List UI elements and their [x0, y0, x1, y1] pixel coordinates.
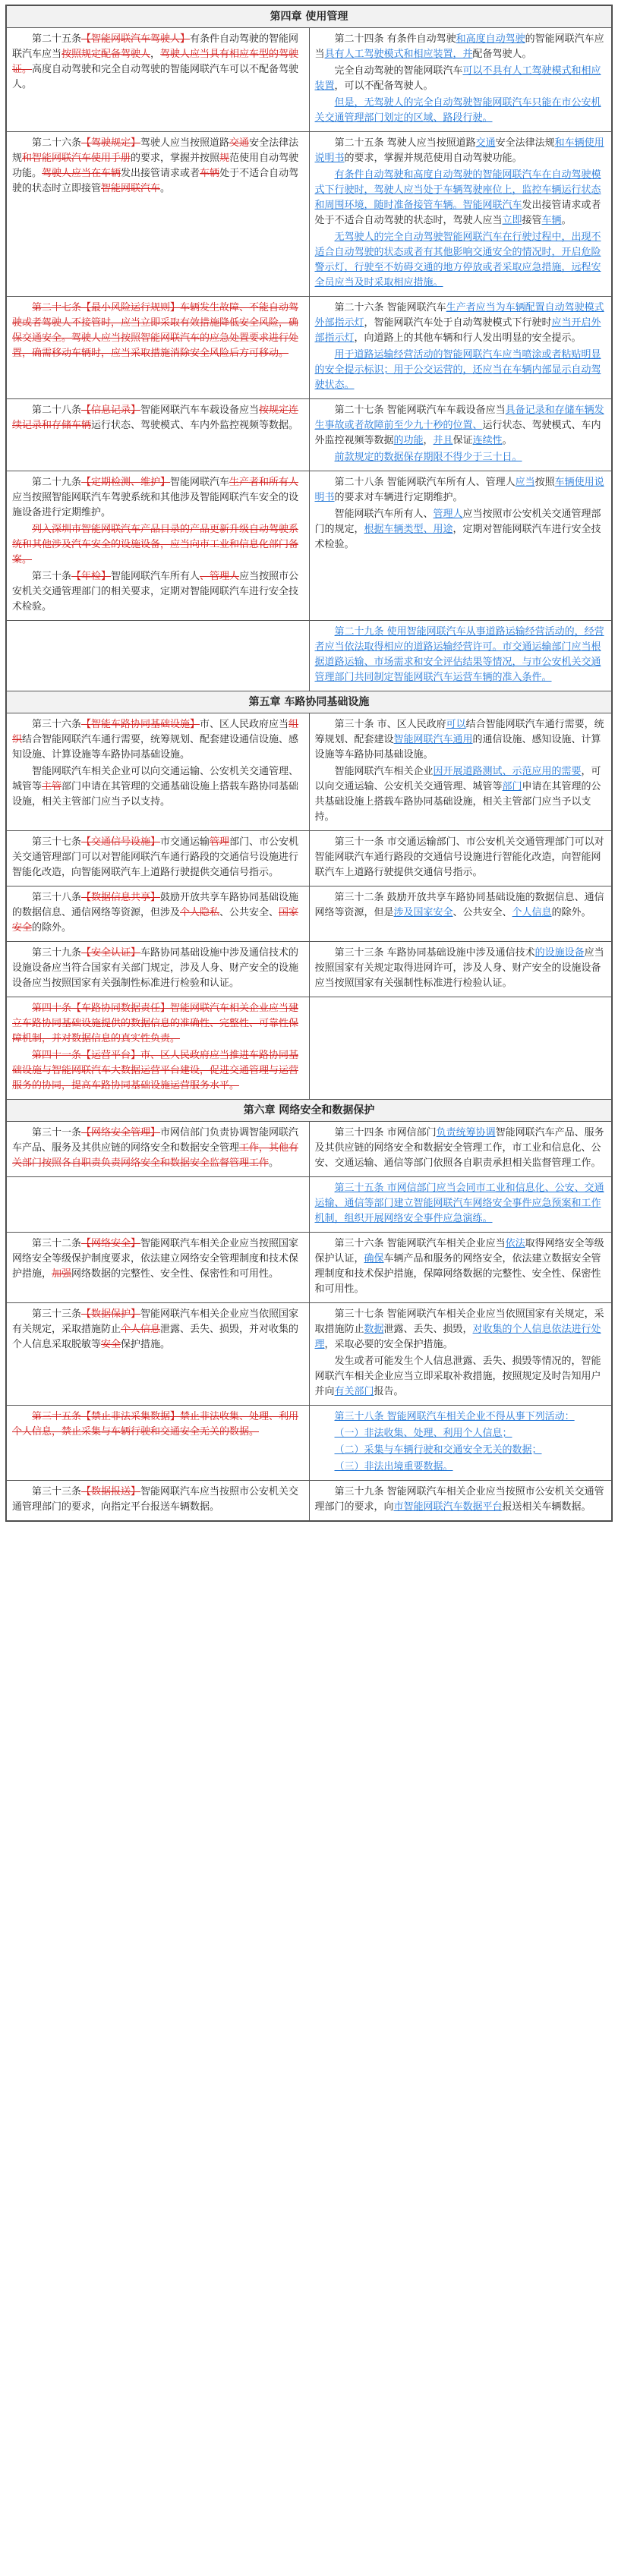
inserted-text: 根据车辆类型、用途	[364, 524, 453, 535]
deleted-text: 第二十七条【最小风险运行规则】车辆发生故障、不能自动驾驶或者驾驶人不接管时，应当立即采取有效措施降低安全风险，确保交通安全。驾驶人应当按照智能网联汽车的应急处置要求进行处置，确需移动车辆时，应当采取措施消除安全风险后方可移动。	[12, 302, 299, 359]
revised-text-cell	[309, 1233, 612, 1303]
chapter-heading: 第五章 车路协同基础设施	[7, 691, 612, 713]
revised-text-cell	[309, 471, 612, 621]
unchanged-text: 第三十九条	[32, 947, 82, 959]
original-paragraph	[12, 717, 304, 763]
comparison-document	[5, 5, 613, 1522]
unchanged-text: 应当按照市公安机关交通管理部门的规定，	[314, 509, 601, 535]
deleted-text: 加强	[52, 1268, 72, 1280]
deleted-text: 和智能网联汽车使用手册	[22, 153, 131, 164]
unchanged-text: 第三十三条	[32, 1486, 82, 1497]
revised-text-cell	[309, 1122, 612, 1177]
unchanged-text: 。	[561, 215, 572, 226]
inserted-text: 具有人工驾驶模式和相应装置，并	[324, 49, 473, 60]
original-text-cell	[7, 132, 310, 297]
original-paragraph	[12, 1001, 304, 1047]
revised-paragraph	[315, 403, 607, 449]
comparison-table	[6, 5, 612, 1521]
revised-paragraph	[315, 1126, 607, 1171]
unchanged-text: ，可以向交通运输、公安机关交通管理、城管等	[314, 766, 601, 792]
unchanged-text: 运行状态、驾驶模式、车内外监控视频等数据。	[91, 420, 299, 431]
unchanged-text: 智能网联汽车所有人	[111, 571, 200, 582]
revised-text-cell	[309, 713, 612, 831]
unchanged-text: 申请在其管理的公共基础设施上搭载车路协同基础设施，相关主管部门应当予以支持。	[314, 781, 601, 823]
original-text-cell	[7, 621, 310, 691]
unchanged-text: 第三十二条 鼓励开放共享车路协同基础设施的数据信息、通信网络等资源，但是	[314, 892, 604, 918]
revised-paragraph	[315, 168, 607, 228]
unchanged-text: 驾驶人应当按照道路	[140, 137, 230, 149]
inserted-text: 可以	[446, 719, 466, 730]
inserted-text: 市智能网联汽车数据平台	[393, 1501, 503, 1513]
inserted-text: 生产者应当为车辆配置自动驾驶模式外部指示灯	[314, 302, 604, 329]
deleted-text: 、管理人	[200, 571, 240, 582]
revised-text-cell	[309, 886, 612, 942]
original-paragraph	[12, 136, 304, 197]
inserted-text: 有关部门	[334, 1386, 374, 1397]
revised-paragraph	[315, 1236, 607, 1297]
deleted-text: 【交通信号设施】	[81, 836, 161, 848]
unchanged-text: 智能网联汽车相关企业应当依照国家有关规定，采取措施防止	[12, 1308, 299, 1335]
unchanged-text: 的智能网联汽车应当	[314, 33, 604, 60]
deleted-text: 驾驶人应当在车辆	[42, 168, 121, 179]
deleted-text: 国家安全	[12, 907, 299, 934]
original-paragraph	[12, 522, 304, 568]
unchanged-text: 。	[502, 435, 512, 446]
original-paragraph	[12, 764, 304, 810]
deleted-text: 【智能网联汽车驾驶人】	[81, 33, 191, 45]
unchanged-text: 报告。	[374, 1386, 404, 1397]
inserted-text: 智能网联汽车通用	[393, 734, 473, 745]
original-paragraph	[12, 946, 304, 991]
unchanged-text: 第三十一条	[32, 1127, 82, 1138]
unchanged-text: 第二十六条 智能网联汽车	[334, 302, 446, 313]
unchanged-text: 第三十条	[32, 571, 72, 582]
deleted-text: 组织	[12, 719, 299, 745]
revised-paragraph	[315, 348, 607, 393]
original-paragraph	[12, 890, 304, 936]
original-text-cell	[7, 1406, 310, 1481]
revised-paragraph	[315, 230, 607, 291]
unchanged-text: ，可以不配备驾驶人。	[334, 80, 434, 92]
deleted-text: 【网络安全管理】	[81, 1127, 161, 1138]
original-text-cell	[7, 942, 310, 997]
table-row	[7, 997, 612, 1100]
revised-paragraph	[315, 1181, 607, 1227]
unchanged-text: 车路协同基础设施中涉及通信技术的设施设备应当符合国家有关部门规定，涉及人身、财产安全的设施设备应当按照国家有关强制性标准进行检验和认证。	[12, 947, 299, 989]
unchanged-text: 保证	[452, 435, 473, 446]
revised-text-cell	[309, 1406, 612, 1481]
unchanged-text: 的除外。	[32, 922, 72, 934]
inserted-text: 具备记录和存储车辆发生事故或者故障前至少九十秒的位置、	[314, 405, 604, 431]
inserted-text: 的功能	[393, 435, 424, 446]
inserted-text: 立即	[502, 215, 522, 226]
original-text-cell	[7, 1481, 310, 1521]
revised-paragraph	[315, 64, 607, 94]
revised-paragraph	[315, 625, 607, 685]
revised-text-cell	[309, 297, 612, 399]
deleted-text: 个人隐私	[180, 907, 220, 918]
unchanged-text: 第二十六条	[32, 137, 82, 149]
unchanged-text: 处于不适合自动驾驶的状态时立即接管	[12, 168, 299, 194]
unchanged-text: 部门申请在其管理的交通基础设施上搭载车路协同基础设施，相关主管部门应当予以支持。	[12, 781, 299, 808]
unchanged-text: 的要求，掌握并按照	[131, 153, 220, 164]
table-row	[7, 713, 612, 831]
unchanged-text: 第二十九条	[32, 477, 82, 488]
unchanged-text: ，	[150, 49, 161, 60]
unchanged-text: 有条件自动驾驶的智能网联汽车应当	[12, 33, 299, 60]
original-text-cell	[7, 713, 310, 831]
deleted-text: 车辆	[200, 168, 220, 179]
unchanged-text: 智能网联汽车产品、服务及其供应链的网络安全和数据安全管理工作，市工业和信息化、公安、交通运输、通信等部门依照各自职责承担相关监督管理工作。	[314, 1127, 604, 1169]
unchanged-text: 、公共安全、	[452, 907, 512, 918]
deleted-text: 规	[219, 153, 230, 164]
unchanged-text: 泄露、丢失、损毁，并对收集的个人信息采取脱敏等	[12, 1324, 299, 1350]
original-text-cell	[7, 1233, 310, 1303]
unchanged-text: 泄露、丢失、损毁，	[383, 1324, 473, 1335]
inserted-text: （三）非法出境重要数据。	[334, 1461, 453, 1472]
table-row	[7, 471, 612, 621]
deleted-text: 【数据信息共享】	[81, 892, 161, 903]
unchanged-text: 保护措施。	[121, 1339, 171, 1350]
unchanged-text: 第二十八条	[32, 405, 82, 416]
unchanged-text: 部门、市公安机关交通管理部门可以对智能网联汽车通行路段的交通信号设施进行智能化改造，向智能网联汽车上道路行驶提供交通信号指示。	[12, 836, 299, 878]
original-text-cell	[7, 1177, 310, 1233]
unchanged-text: 第二十七条 智能网联汽车车载设备应当	[334, 405, 506, 416]
inserted-text: 交通	[475, 137, 496, 149]
unchanged-text: 应当按照国家有关规定取得进网许可，涉及人身、财产安全的设施设备应当按照国家有关强制性标准进行检验认证。	[314, 947, 604, 989]
unchanged-text: 安全法律法规	[495, 137, 555, 149]
inserted-text: 因开展道路测试、示范应用的需要	[433, 766, 582, 777]
original-text-cell	[7, 297, 310, 399]
deleted-text: 按规定连续记录和存储车辆	[12, 405, 299, 431]
revised-paragraph	[315, 450, 607, 465]
deleted-text: 【驾驶规定】	[81, 137, 141, 149]
unchanged-text: 安全法律法规	[12, 137, 299, 164]
unchanged-text: 第二十五条 驾驶人应当按照道路	[334, 137, 476, 149]
revised-paragraph	[315, 1307, 607, 1353]
revised-paragraph	[315, 835, 607, 880]
revised-paragraph	[315, 1443, 607, 1458]
unchanged-text: 智能网联汽车相关企业应当按照国家网络安全等级保护制度要求，依法建立网络安全管理制度和技术保护措施，	[12, 1238, 299, 1280]
unchanged-text: 。	[269, 1157, 279, 1169]
deleted-text: 安全	[101, 1339, 121, 1350]
unchanged-text: 第三十二条	[32, 1238, 82, 1249]
original-paragraph	[12, 475, 304, 521]
original-paragraph	[12, 32, 304, 93]
original-text-cell	[7, 1122, 310, 1177]
inserted-text: 应当开启外部指示灯	[314, 317, 601, 344]
unchanged-text: 智能网联汽车相关企业	[334, 766, 434, 777]
unchanged-text: 第三十八条	[32, 892, 82, 903]
original-paragraph	[12, 569, 304, 615]
inserted-text: 可以不具有人工驾驶模式和相应装置	[314, 65, 601, 92]
unchanged-text: 的通信设施、感知设施、计算设施等车路协同基础设施。	[314, 734, 601, 761]
unchanged-text: 第三十三条	[32, 1308, 82, 1320]
table-row	[7, 1177, 612, 1233]
revised-text-cell	[309, 942, 612, 997]
inserted-text: 依法	[505, 1238, 525, 1249]
unchanged-text: 发出接管请求或者	[121, 168, 200, 179]
unchanged-text: 第三十七条	[32, 836, 82, 848]
deleted-text: 【年检】	[71, 571, 112, 582]
deleted-text: 个人信息	[121, 1324, 161, 1335]
deleted-text: 工作，其他有关部门按照各自职责负责网络安全和数据安全监督管理工作	[12, 1142, 299, 1169]
deleted-text: 驾驶人应当具有相应车型的驾驶证。	[12, 49, 299, 75]
inserted-text: 个人信息	[512, 907, 552, 918]
unchanged-text: 第二十五条	[32, 33, 82, 45]
unchanged-text: 智能网联汽车所有人、	[334, 509, 434, 520]
original-paragraph	[12, 403, 304, 433]
deleted-text: 第四十条【车路协同数据责任】智能网联汽车相关企业应当建立车路协同基础设施提供的数据信息的准确性、完整性、可靠性保障机制，并对数据信息的真实性负责。	[12, 1003, 299, 1044]
chapter-heading: 第六章 网络安全和数据保护	[7, 1100, 612, 1122]
unchanged-text: 第三十三条 车路协同基础设施中涉及通信技术	[334, 947, 535, 959]
revised-paragraph	[315, 32, 607, 62]
deleted-text: 智能网联汽车	[101, 183, 161, 194]
inserted-text: 的设施设备	[534, 947, 585, 959]
revised-paragraph	[315, 1409, 607, 1425]
table-row	[7, 132, 612, 297]
table-row	[7, 831, 612, 886]
unchanged-text: 第三十六条	[32, 719, 82, 730]
unchanged-text: ，采取必要的	[324, 1339, 384, 1350]
unchanged-text: 安全保护措施。	[383, 1339, 453, 1350]
unchanged-text: 第二十八条 智能网联汽车所有人、管理人	[334, 477, 516, 488]
unchanged-text: 鼓励开放共享车路协同基础设施的数据信息、通信网络等资源，但涉及	[12, 892, 299, 918]
inserted-text: 和车辆使用说明书	[314, 137, 604, 164]
original-paragraph	[12, 1409, 304, 1440]
original-paragraph	[12, 1485, 304, 1515]
unchanged-text: 。	[160, 183, 171, 194]
deleted-text: 第四十一条【运营平台】市、区人民政府应当推进车路协同基础设施与智能网联汽车大数据运营平台建设，促进交通管理与运营服务的协同，提高车路协同基础设施运营服务水平。	[12, 1050, 299, 1091]
original-text-cell	[7, 886, 310, 942]
unchanged-text: 的除外。	[551, 907, 591, 918]
deleted-text: 生产者和所有人	[229, 477, 299, 488]
inserted-text: 用于道路运输经营活动的智能网联汽车应当喷涂或者粘贴明显的安全提示标识；用于公交运营的，还应当在车辆内部显示自动驾驶状态。	[314, 349, 601, 391]
deleted-text: 【数据保护】	[81, 1308, 141, 1320]
original-paragraph	[12, 1048, 304, 1094]
revised-paragraph	[315, 136, 607, 166]
inserted-text: 数据	[364, 1324, 384, 1335]
inserted-text: 但是，无驾驶人的完全自动驾驶智能网联汽车只能在市公安机关交通管理部门划定的区域、路段行驶。	[314, 97, 601, 124]
unchanged-text: ，定期对智能网联汽车进行安全技术检验。	[314, 524, 601, 550]
unchanged-text: 运行状态、驾驶模式、车内外监控视频等数据	[314, 420, 601, 446]
deleted-text: 【智能车路协同基础设施】	[81, 719, 200, 730]
unchanged-text: 取得网络安全等级保护认证，	[314, 1238, 604, 1264]
unchanged-text: 市交通运输	[160, 836, 210, 848]
unchanged-text: 智能网联汽车车载设备应当	[140, 405, 260, 416]
deleted-text: 【网络安全】	[81, 1238, 141, 1249]
revised-text-cell	[309, 1481, 612, 1521]
revised-paragraph	[315, 717, 607, 763]
table-row	[7, 1303, 612, 1406]
original-paragraph	[12, 1126, 304, 1171]
unchanged-text: 市网信部门负责协调智能网联汽车产品、服务及其供应链的网络安全和数据安全管理	[12, 1127, 299, 1154]
inserted-text: 并且	[433, 435, 453, 446]
inserted-text: 车辆使用说明书	[314, 477, 604, 503]
inserted-text: 管理人	[433, 509, 463, 520]
table-row	[7, 886, 612, 942]
table-row	[7, 399, 612, 471]
unchanged-text: 接管	[522, 215, 542, 226]
inserted-text: 连续性	[472, 435, 503, 446]
revised-paragraph	[315, 1485, 607, 1515]
unchanged-text: ，智能网联汽车处于自动驾驶模式下行驶时	[364, 317, 552, 329]
unchanged-text: 的要求对车辆进行定期维护。	[334, 492, 463, 503]
original-text-cell	[7, 471, 310, 621]
unchanged-text: 第三十一条 市交通运输部门、市公安机关交通管理部门可以对智能网联汽车通行路段的交通信号设施进行智能化改造，向智能网联汽车上道路行驶提供交通信号指示。	[314, 836, 604, 878]
deleted-text: 列入深圳市智能网联汽车产品目录的产品更新升级自动驾驶系统和其他涉及汽车安全的设施设备，应当向市工业和信息化部门备案。	[12, 524, 299, 565]
unchanged-text: 应当按照市公安机关交通管理部门的相关要求，定期对智能网联汽车进行安全技术检验。	[12, 571, 299, 613]
revised-paragraph	[315, 1354, 607, 1400]
unchanged-text: 范使用自动驾驶功能。	[12, 153, 299, 179]
revised-text-cell	[309, 1303, 612, 1406]
unchanged-text: 结合智能网联汽车通行需要，统筹规划、配套建设通信设施、感知设施、计算设施等车路协同基础设施。	[12, 734, 299, 761]
deleted-text: 第三十五条【禁止非法采集数据】禁止非法收集、处理、利用个人信息，禁止采集与车辆行驶和交通安全无关的数据。	[12, 1411, 299, 1438]
revised-text-cell	[309, 997, 612, 1100]
original-paragraph	[12, 1307, 304, 1353]
revised-paragraph	[315, 946, 607, 991]
unchanged-text: 应当按照智能网联汽车驾驶系统和其他涉及智能网联汽车安全的设施设备进行定期维护。	[12, 492, 299, 518]
inserted-text: 无驾驶人的完全自动驾驶智能网联汽车在行驶过程中，出现不适合自动驾驶的状态或者有其他影响交通安全的情况时，开启危险警示灯，行驶至不妨碍交通的地方停放或者采取应急措施，远程安全员应当及时采取相应措施。	[314, 231, 601, 288]
revised-paragraph	[315, 764, 607, 825]
unchanged-text: 第三十四条 市网信部门	[334, 1127, 437, 1138]
inserted-text: 确保	[364, 1253, 384, 1264]
revised-paragraph	[315, 1426, 607, 1441]
inserted-text: 和高度自动驾驶	[456, 33, 525, 45]
original-paragraph	[12, 835, 304, 880]
unchanged-text: 的要求，掌握并规范使用自动驾驶功能。	[344, 153, 522, 164]
inserted-text: （二）采集与车辆行驶和交通安全无关的数据；	[334, 1444, 542, 1456]
revised-paragraph	[315, 1460, 607, 1475]
inserted-text: 应当	[515, 477, 535, 488]
revised-text-cell	[309, 132, 612, 297]
original-text-cell	[7, 28, 310, 132]
unchanged-text: 第三十九条 智能网联汽车相关企业应当按照市公安机关交通管理部门的要求，向	[314, 1486, 604, 1513]
revised-text-cell	[309, 28, 612, 132]
table-row	[7, 1481, 612, 1521]
unchanged-text: 智能网联汽车	[170, 477, 230, 488]
inserted-text: 前款规定的数据保存期限不得少于三十日。	[334, 452, 522, 463]
unchanged-text: 第三十七条 智能网联汽车相关企业应当依照国家有关规定，采取措施防止	[314, 1308, 604, 1335]
original-text-cell	[7, 1303, 310, 1406]
unchanged-text: 车辆产品和服务的网络安全，依法建立数据安全管理制度和技术保护措施，保障网络数据的完整性、安全性、保密性和可用性。	[314, 1253, 601, 1295]
unchanged-text: ，	[423, 435, 434, 446]
revised-paragraph	[315, 890, 607, 921]
original-paragraph	[12, 1236, 304, 1282]
unchanged-text: 智能网联汽车相关企业可以向交通运输、公安机关交通管理、城管等	[12, 766, 299, 792]
unchanged-text: 报送相关车辆数据。	[502, 1501, 591, 1513]
unchanged-text: ，向道路上的其他车辆和行人发出明显的安全提示。	[354, 332, 582, 344]
unchanged-text: 第三十六条 智能网联汽车相关企业应当	[334, 1238, 506, 1249]
deleted-text: 管理	[210, 836, 230, 848]
unchanged-text: 高度自动驾驶和完全自动驾驶的智能网联汽车可以不配备驾驶人。	[12, 64, 299, 90]
unchanged-text: 完全自动驾驶的智能网联汽车	[334, 65, 463, 77]
table-row	[7, 942, 612, 997]
inserted-text: 有条件自动驾驶和高度自动驾驶的智能网联汽车在自动驾驶模式下行驶时，驾驶人应当处于车辆驾驶座位上，监控车辆运行状态和周围环境，随时准备接管车辆。智能网联汽车	[314, 169, 601, 211]
revised-text-cell	[309, 831, 612, 886]
unchanged-text: 网络数据的完整性、安全性、保密性和可用性。	[71, 1268, 279, 1280]
revised-text-cell	[309, 621, 612, 691]
table-row	[7, 297, 612, 399]
unchanged-text: 、公共安全、	[219, 907, 279, 918]
original-text-cell	[7, 399, 310, 471]
inserted-text: 第三十五条 市网信部门应当会同市工业和信息化、公安、交通运输、通信等部门建立智能网联汽车网络安全事件应急预案和工作机制，组织开展网络安全事件应急演练。	[314, 1183, 604, 1224]
unchanged-text: 配备驾驶人。	[472, 49, 532, 60]
inserted-text: 车辆	[541, 215, 562, 226]
deleted-text: 【安全认证】	[81, 947, 141, 959]
unchanged-text: 市、区人民政府应当	[200, 719, 289, 730]
unchanged-text: 发出接管请求或者处于不适合自动驾驶的状态时，驾驶人应当	[314, 200, 601, 226]
table-row	[7, 1233, 612, 1303]
unchanged-text: 结合智能网联汽车通行需要，统筹规划、配套建设	[314, 719, 604, 745]
inserted-text: 对收集的个人信息依法进行处理	[314, 1324, 601, 1350]
unchanged-text: 按照	[534, 477, 555, 488]
chapter-heading: 第四章 使用管理	[7, 6, 612, 28]
deleted-text: 【数据报送】	[81, 1486, 141, 1497]
revised-paragraph	[315, 96, 607, 126]
original-text-cell	[7, 831, 310, 886]
table-row	[7, 621, 612, 691]
deleted-text: 交通	[229, 137, 250, 149]
revised-paragraph	[315, 301, 607, 346]
deleted-text: 主管	[42, 781, 62, 792]
revised-text-cell	[309, 1177, 612, 1233]
inserted-text: （一）非法收集、处理、利用个人信息；	[334, 1428, 512, 1439]
table-row	[7, 1406, 612, 1481]
table-row	[7, 28, 612, 132]
unchanged-text: 第二十四条 有条件自动驾驶	[334, 33, 456, 45]
revised-paragraph	[315, 507, 607, 553]
unchanged-text: 发生或者可能发生个人信息泄露、丢失、损毁等情况的，智能网联汽车相关企业应当立即采取补救措施，按照规定及时告知用户并向	[314, 1356, 601, 1397]
inserted-text: 第二十九条 使用智能网联汽车从事道路运输经营活动的，经营者应当依法取得相应的道路运输经营许可。市交通运输部门应当根据道路运输、市场需求和安全评估结果等情况，与市公安机关交通管理部门共同制定智能网联汽车运营车辆的准入条件。	[314, 626, 604, 683]
original-paragraph	[12, 301, 304, 361]
original-text-cell	[7, 997, 310, 1100]
inserted-text: 第三十八条 智能网联汽车相关企业不得从事下列活动：	[334, 1411, 575, 1422]
revised-paragraph	[315, 475, 607, 505]
unchanged-text: 第三十条 市、区人民政府	[334, 719, 446, 730]
deleted-text: 按照规定配备驾驶人	[61, 49, 151, 60]
inserted-text: 涉及国家安全	[393, 907, 453, 918]
inserted-text: 部门	[502, 781, 522, 792]
unchanged-text: 智能网联汽车应当按照市公安机关交通管理部门的要求，向指定平台报送车辆数据。	[12, 1486, 299, 1513]
deleted-text: 【定期检测、维护】	[81, 477, 171, 488]
revised-text-cell	[309, 399, 612, 471]
inserted-text: 负责统筹协调	[436, 1127, 496, 1138]
table-row	[7, 1122, 612, 1177]
deleted-text: 【信息记录】	[81, 405, 141, 416]
